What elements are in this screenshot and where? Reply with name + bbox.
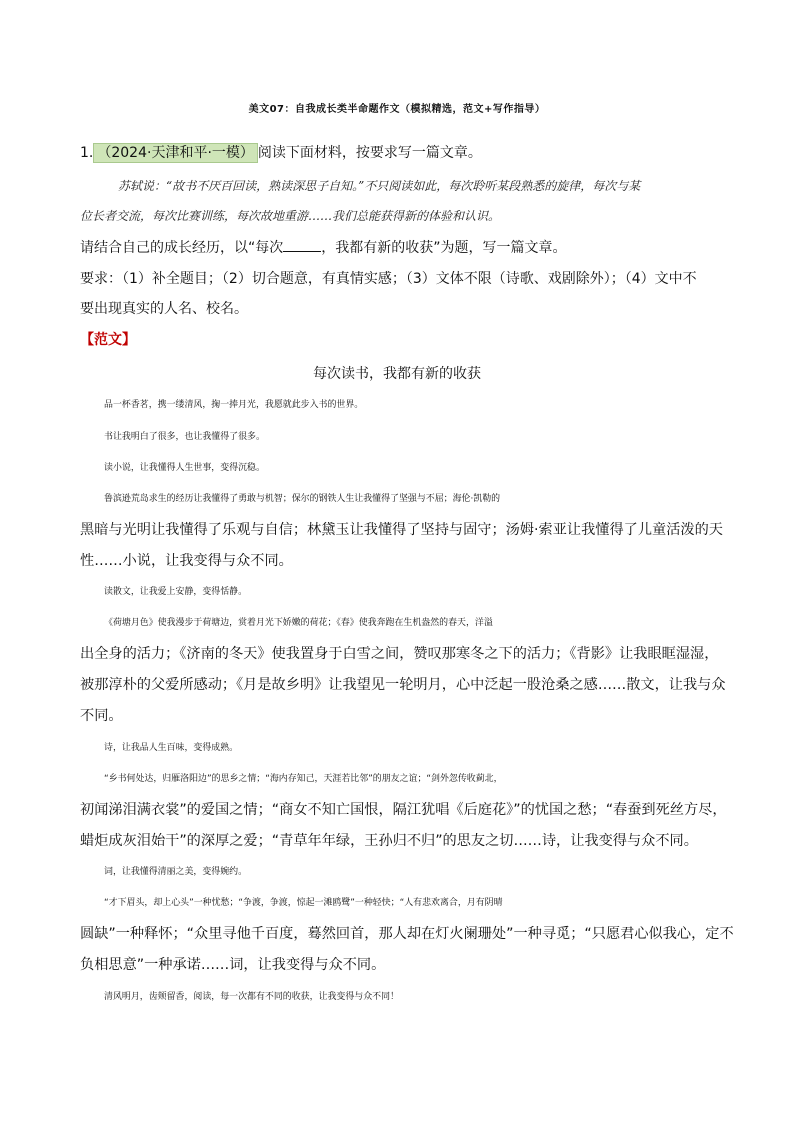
essay-line: “才下眉头，却上心头”一种忧愁；“争渡，争渡，惊起一滩鸥鹭”一种轻快；“人有悲欢离合，月有阴晴: [104, 898, 503, 908]
requirements-line-1: 要求：（1）补全题目；（2）切合题意，有真情实感；（3）文体不限（诗歌、戏剧除外）；（4）文中不: [80, 271, 697, 287]
essay-line: 读散文，让我爱上安静，变得恬静。: [104, 587, 248, 597]
essay-line: 初闻涕泪满衣裳”的爱国之情；“商女不知亡国恨，隔江犹唱《后庭花》”的忧国之愁；“春蚕到死丝方尽，: [80, 802, 727, 818]
essay-line: 诗，让我品人生百味，变得成熟。: [104, 743, 239, 753]
essay-line: 黑暗与光明让我懂得了乐观与自信；林黛玉让我懂得了坚持与固守；汤姆·索亚让我懂得了儿童活泼的天: [80, 522, 723, 538]
question-instruction: 阅读下面材料，按要求写一篇文章。: [257, 145, 482, 161]
essay-line: 不同。: [80, 708, 123, 724]
essay-line: 负相思意”一种承诺……词，让我变得与众不同。: [80, 957, 386, 973]
source-tag: （2024·天津和平·一模）: [93, 143, 258, 163]
essay-line: 书让我明白了很多，也让我懂得了很多。: [104, 432, 265, 442]
essay-line: 出全身的活力；《济南的冬天》使我置身于白雪之间，赞叹那寒冬之下的活力；《背影》让我眼眶湿湿，: [80, 646, 719, 662]
fanwen-label: 【范文】: [80, 332, 136, 348]
document-title: 美文07：自我成长类半命题作文（模拟精选，范文+写作指导）: [248, 104, 546, 115]
essay-line: 词，让我懂得清丽之美，变得婉约。: [104, 867, 248, 877]
essay-line: 被那淳朴的父爱所感动；《月是故乡明》让我望见一轮明月，心中泛起一股沧桑之感……散文，让我与众: [80, 677, 726, 693]
essay-title: 每次读书，我都有新的收获: [313, 366, 481, 382]
essay-line: 圆缺”一种释怀；“众里寻他千百度，蓦然回首，那人却在灯火阑珊处”一种寻觅；“只愿君心似我心，定不: [80, 926, 734, 942]
material-quote-line-1: 苏轼说：“故书不厌百回读，熟读深思子自知。”不只阅读如此，每次聆听某段熟悉的旋律，每次与某: [118, 179, 641, 193]
prompt-prefix: 请结合自己的成长经历，以“每次: [80, 240, 284, 256]
essay-line: 读小说，让我懂得人生世事，变得沉稳。: [104, 463, 265, 473]
material-quote-line-2: 位长者交流，每次比赛训练，每次故地重游……我们总能获得新的体验和认识。: [80, 209, 501, 223]
writing-prompt: [80, 237, 567, 258]
essay-line: “乡书何处达，归雁洛阳边”的思乡之情；“海内存知己，天涯若比邻”的朋友之谊；“剑外忽传收蓟北，: [104, 774, 503, 784]
prompt-suffix: ，我都有新的收获”为题，写一篇文章。: [321, 240, 567, 256]
essay-line: 鲁滨逊荒岛求生的经历让我懂得了勇敢与机智；保尔的钢铁人生让我懂得了坚强与不屈；海伦·凯勒的: [104, 494, 501, 504]
essay-line: 蜡炬成灰泪始干”的深厚之爱；“青草年年绿，王孙归不归”的思友之切……诗，让我变得与众不同。: [80, 833, 698, 849]
question-number: 1.: [80, 145, 94, 161]
essay-line: 品一杯香茗，携一缕清风，掬一捧月光，我愿就此步入书的世界。: [104, 400, 364, 410]
question-line: [80, 143, 482, 163]
title-blank: [283, 237, 321, 252]
essay-line: 性……小说，让我变得与众不同。: [80, 553, 293, 569]
requirements-line-2: 要出现真实的人名、校名。: [80, 301, 248, 317]
essay-line: 清风明月，齿颊留香，阅读，每一次都有不同的收获，让我变得与众不同！: [104, 992, 399, 1002]
essay-line: 《荷塘月色》使我漫步于荷塘边，赏着月光下娇嫩的荷花；《春》使我奔跑在生机盎然的春天，洋溢: [104, 618, 493, 628]
